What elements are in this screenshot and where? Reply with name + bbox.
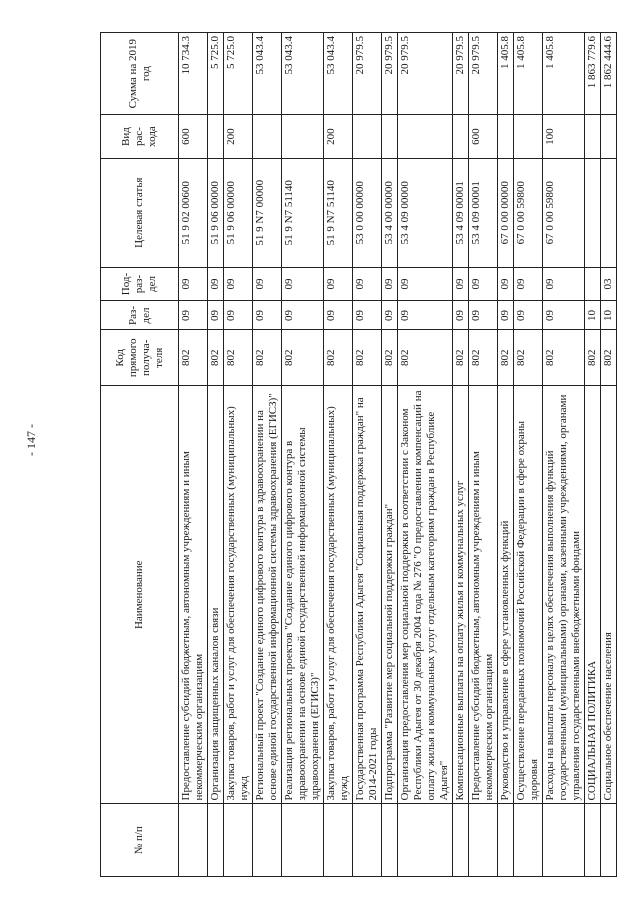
cell-name: Подпрограмма "Развитие мер социальной поддержки граждан" [382,386,398,804]
cell-podrazdel: 09 [453,267,469,301]
cell-name: Осуществление переданных полномочий Российской Федерации в сфере охраны здоровья [514,386,543,804]
header-num: № п/п [101,804,179,877]
cell-podrazdel [585,267,601,301]
cell-kod: 802 [253,330,282,386]
cell-kod: 802 [469,330,498,386]
cell-num [253,804,282,877]
cell-num [179,804,208,877]
cell-num [585,804,601,877]
cell-vid [382,115,398,159]
cell-summa: 10 734.3 [179,33,208,115]
table-row [253,33,282,877]
table-row [179,33,208,877]
cell-summa: 1 405.8 [543,33,585,115]
cell-podrazdel: 09 [208,267,224,301]
cell-num [498,804,514,877]
cell-razdel: 10 [585,301,601,330]
cell-kod: 802 [453,330,469,386]
cell-tselevaya: 51 9 N7 51140 [282,158,324,267]
cell-tselevaya: 51 9 02 00600 [179,158,208,267]
cell-kod: 802 [179,330,208,386]
cell-vid: 600 [179,115,208,159]
cell-num [324,804,353,877]
cell-summa: 5 725.0 [208,33,224,115]
cell-vid [601,115,617,159]
cell-podrazdel: 09 [543,267,585,301]
cell-razdel: 09 [253,301,282,330]
cell-kod: 802 [324,330,353,386]
header-podrazdel: Под- раз- дел [101,267,179,301]
cell-vid [253,115,282,159]
cell-name: Предоставление субсидий бюджетным, автономным учреждениям и иным некоммерческим организациям [179,386,208,804]
cell-tselevaya: 67 0 00 59800 [514,158,543,267]
cell-name: Руководство и управление в сфере установленных функций [498,386,514,804]
cell-razdel: 09 [398,301,453,330]
cell-razdel: 09 [469,301,498,330]
cell-razdel: 09 [382,301,398,330]
cell-podrazdel: 09 [498,267,514,301]
header-vid: Вид рас- хода [101,115,179,159]
cell-tselevaya: 67 0 00 00000 [498,158,514,267]
cell-tselevaya [585,158,601,267]
budget-table [100,32,617,877]
cell-name: Организация защищенных каналов связи [208,386,224,804]
cell-summa: 20 979.5 [453,33,469,115]
cell-num [601,804,617,877]
cell-name: Предоставление субсидий бюджетным, автономным учреждениям и иным некоммерческим организациям [469,386,498,804]
cell-summa: 20 979.5 [398,33,453,115]
cell-num [282,804,324,877]
cell-num [224,804,253,877]
cell-razdel: 09 [514,301,543,330]
cell-name: Реализация региональных проектов "Создание единого цифрового контура в здравоохранении на основе единой государственной информационной системы здравоохранения (ЕГИСЗ)" [282,386,324,804]
cell-razdel: 09 [224,301,253,330]
table-row [498,33,514,877]
cell-summa: 20 979.5 [382,33,398,115]
table-row [469,33,498,877]
table-body [179,33,617,877]
cell-summa: 1 405.8 [498,33,514,115]
cell-summa: 20 979.5 [353,33,382,115]
cell-vid [398,115,453,159]
cell-vid: 600 [469,115,498,159]
cell-tselevaya: 51 9 N7 00000 [253,158,282,267]
cell-podrazdel: 09 [324,267,353,301]
cell-name: Государственная программа Республики Адыгея "Социальная поддержка граждан" на 2014-2021 годы [353,386,382,804]
cell-vid [498,115,514,159]
table-row [398,33,453,877]
header-kod: Код прямого получа- теля [101,330,179,386]
cell-razdel: 09 [498,301,514,330]
cell-razdel: 09 [179,301,208,330]
cell-razdel: 09 [324,301,353,330]
cell-name: Закупка товаров, работ и услуг для обеспечения государственных (муниципальных) нужд [224,386,253,804]
cell-kod: 802 [543,330,585,386]
cell-tselevaya: 53 4 09 00001 [469,158,498,267]
cell-kod: 802 [585,330,601,386]
cell-tselevaya: 51 9 N7 51140 [324,158,353,267]
header-razdel: Раз- дел [101,301,179,330]
cell-tselevaya: 53 4 00 00000 [382,158,398,267]
cell-tselevaya: 53 4 09 00001 [453,158,469,267]
table-row [514,33,543,877]
cell-summa: 53 043.4 [282,33,324,115]
cell-name: Организация предоставления мер социальной поддержки в соответствии с Законом Республики Адыгея от 30 декабря 2004 года № 276 "О предоставлении компенсаций на оплату жилья и коммунальных услуг отдельным категориям граждан в Республике Адыгея" [398,386,453,804]
cell-podrazdel: 09 [179,267,208,301]
cell-summa: 1 863 779.6 [585,33,601,115]
cell-tselevaya: 67 0 00 59800 [543,158,585,267]
cell-razdel: 09 [453,301,469,330]
cell-kod: 802 [353,330,382,386]
cell-podrazdel: 09 [282,267,324,301]
cell-summa: 1 862 444.6 [601,33,617,115]
cell-razdel: 09 [282,301,324,330]
cell-razdel: 09 [208,301,224,330]
cell-kod: 802 [498,330,514,386]
cell-summa: 5 725.0 [224,33,253,115]
header-tselevaya: Целевая статья [101,158,179,267]
cell-tselevaya [601,158,617,267]
cell-name: Расходы на выплаты персоналу в целях обеспечения выполнения функций государственными (муниципальными) органами, казенными учреждениями, органами управления государственными внебюджетными фондами [543,386,585,804]
table-row [382,33,398,877]
cell-name: Социальное обеспечение населения [601,386,617,804]
table-row [353,33,382,877]
cell-vid: 100 [543,115,585,159]
cell-kod: 802 [601,330,617,386]
cell-kod: 802 [382,330,398,386]
cell-summa: 53 043.4 [324,33,353,115]
header-name: Наименование [101,386,179,804]
cell-podrazdel: 03 [601,267,617,301]
cell-num [514,804,543,877]
table-row [224,33,253,877]
page-number: - 147 - [24,424,38,456]
cell-vid [282,115,324,159]
cell-num [543,804,585,877]
cell-num [382,804,398,877]
cell-kod: 802 [398,330,453,386]
rotated-document [100,32,640,877]
cell-tselevaya: 51 9 06 00000 [208,158,224,267]
cell-vid [353,115,382,159]
cell-num [208,804,224,877]
cell-vid [208,115,224,159]
cell-vid [453,115,469,159]
cell-podrazdel: 09 [514,267,543,301]
cell-name: Закупка товаров, работ и услуг для обеспечения государственных (муниципальных) нужд [324,386,353,804]
cell-summa: 1 405.8 [514,33,543,115]
cell-razdel: 10 [601,301,617,330]
cell-tselevaya: 53 4 09 00000 [398,158,453,267]
cell-kod: 802 [282,330,324,386]
table-row [282,33,324,877]
cell-summa: 20 979.5 [469,33,498,115]
cell-podrazdel: 09 [469,267,498,301]
cell-vid: 200 [224,115,253,159]
cell-podrazdel: 09 [253,267,282,301]
table-row [585,33,601,877]
cell-kod: 802 [224,330,253,386]
cell-vid: 200 [324,115,353,159]
cell-vid [585,115,601,159]
table-row [453,33,469,877]
cell-podrazdel: 09 [224,267,253,301]
cell-summa: 53 043.4 [253,33,282,115]
table-header-row [101,33,179,877]
cell-vid [514,115,543,159]
table-row [208,33,224,877]
table-row [324,33,353,877]
cell-podrazdel: 09 [398,267,453,301]
cell-podrazdel: 09 [353,267,382,301]
cell-name: СОЦИАЛЬНАЯ ПОЛИТИКА [585,386,601,804]
cell-name: Компенсационные выплаты на оплату жилья и коммунальных услуг [453,386,469,804]
cell-num [469,804,498,877]
cell-razdel: 09 [543,301,585,330]
cell-podrazdel: 09 [382,267,398,301]
cell-kod: 802 [208,330,224,386]
cell-razdel: 09 [353,301,382,330]
cell-num [453,804,469,877]
cell-num [398,804,453,877]
cell-name: Региональный проект "Создание единого цифрового контура в здравоохранении на основе единой государственной информационной системы здравоохранения (ЕГИСЗ)" [253,386,282,804]
header-summa: Сумма на 2019 год [101,33,179,115]
cell-kod: 802 [514,330,543,386]
table-row [601,33,617,877]
cell-tselevaya: 53 0 00 00000 [353,158,382,267]
cell-tselevaya: 51 9 06 00000 [224,158,253,267]
cell-num [353,804,382,877]
table-row [543,33,585,877]
